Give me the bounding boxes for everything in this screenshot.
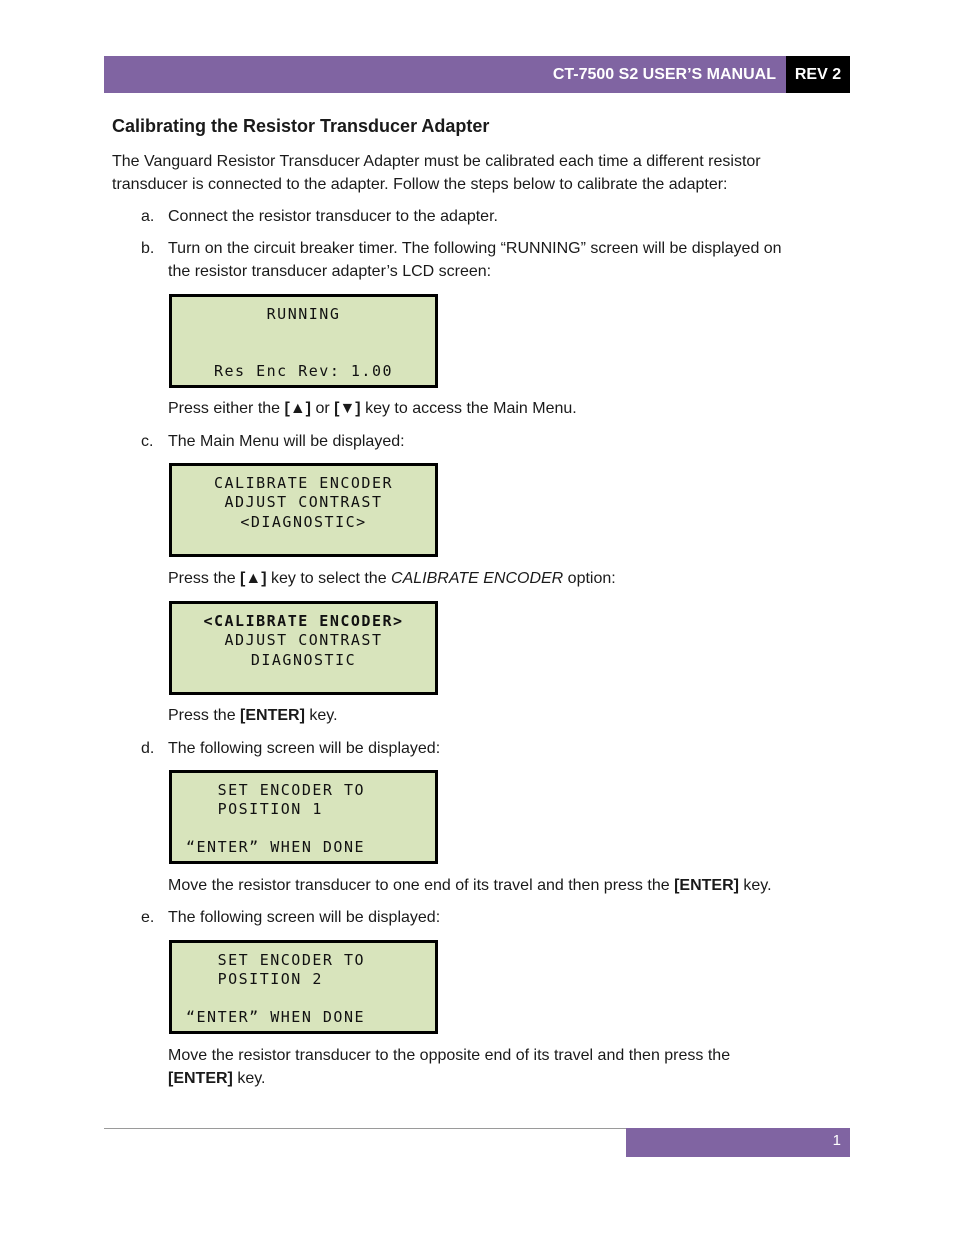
page-header	[104, 56, 850, 93]
lcd-main-menu	[169, 463, 438, 557]
note-text: key.	[738, 877, 772, 894]
down-key: [▼]	[334, 400, 361, 417]
lcd-line: ADJUST CONTRAST	[224, 631, 383, 649]
lcd-line: <DIAGNOSTIC>	[240, 513, 367, 531]
revision-badge: REV 2	[786, 56, 850, 93]
note-text: key.	[232, 1070, 266, 1087]
section-heading: Calibrating the Resistor Transducer Adapter	[112, 116, 490, 136]
intro-line-2: transducer is connected to the adapter. Follow the steps below to calibrate the adapter:	[112, 176, 728, 193]
step-e-letter: e.	[141, 909, 155, 926]
lcd-line: “ENTER” WHEN DONE	[186, 1008, 366, 1026]
step-c-letter: c.	[141, 433, 154, 450]
lcd-line: DIAGNOSTIC	[250, 651, 357, 669]
note-text: option:	[563, 570, 616, 587]
lcd-position-2	[169, 940, 438, 1034]
step-a-text: Connect the resistor transducer to the adapter.	[168, 208, 498, 225]
intro-line-1: The Vanguard Resistor Transducer Adapter must be calibrated each time a different resistor	[112, 153, 761, 170]
lcd-line: SET ENCODER TO	[186, 781, 366, 799]
step-d-note	[168, 874, 772, 897]
step-c-note	[168, 567, 616, 590]
step-b-note	[168, 397, 577, 420]
note-text: Press the	[168, 570, 241, 587]
enter-key: [ENTER]	[674, 877, 739, 894]
lcd-position-1	[169, 770, 438, 864]
manual-title: CT-7500 S2 USER’S MANUAL	[552, 65, 776, 83]
step-d-text: The following screen will be displayed:	[168, 740, 441, 757]
enter-key: [ENTER]	[240, 707, 305, 724]
step-b-letter: b.	[141, 240, 155, 257]
note-text: key.	[304, 707, 338, 724]
lcd-line-selected: <CALIBRATE ENCODER>	[203, 612, 404, 630]
step-e-note-line-2	[168, 1067, 266, 1090]
lcd-line: RUNNING	[266, 305, 341, 323]
step-b-line-2: the resistor transducer adapter’s LCD screen:	[168, 263, 492, 280]
lcd-line: POSITION 1	[186, 800, 323, 818]
lcd-running-screen	[169, 294, 438, 388]
option-name: CALIBRATE ENCODER	[391, 570, 564, 587]
lcd-calibrate-selected	[169, 601, 438, 695]
step-e-note-line-1: Move the resistor transducer to the opposite end of its travel and then press the	[168, 1047, 731, 1064]
lcd-line: Res Enc Rev: 1.00	[213, 362, 394, 380]
lcd-line: CALIBRATE ENCODER	[213, 474, 394, 492]
up-key: [▲]	[240, 570, 267, 587]
page-number: 1	[832, 1132, 841, 1149]
up-key: [▲]	[284, 400, 311, 417]
lcd-line: “ENTER” WHEN DONE	[186, 838, 366, 856]
note-text: Move the resistor transducer to one end of its travel and then press the	[168, 877, 675, 894]
note-text: key to select the	[266, 570, 392, 587]
note-text: or	[311, 400, 335, 417]
note-text: Press either the	[168, 400, 285, 417]
lcd-line: POSITION 2	[186, 970, 323, 988]
lcd-line: SET ENCODER TO	[186, 951, 366, 969]
note-text: key to access the Main Menu.	[360, 400, 577, 417]
lcd-line: ADJUST CONTRAST	[224, 493, 383, 511]
step-e-text: The following screen will be displayed:	[168, 909, 441, 926]
step-c-note-2	[168, 704, 338, 727]
page-number-box	[626, 1128, 850, 1157]
step-b-line-1: Turn on the circuit breaker timer. The following “RUNNING” screen will be displayed on	[168, 240, 782, 257]
step-a-letter: a.	[141, 208, 155, 225]
enter-key: [ENTER]	[168, 1070, 233, 1087]
note-text: Press the	[168, 707, 241, 724]
step-d-letter: d.	[141, 740, 155, 757]
step-c-text: The Main Menu will be displayed:	[168, 433, 405, 450]
